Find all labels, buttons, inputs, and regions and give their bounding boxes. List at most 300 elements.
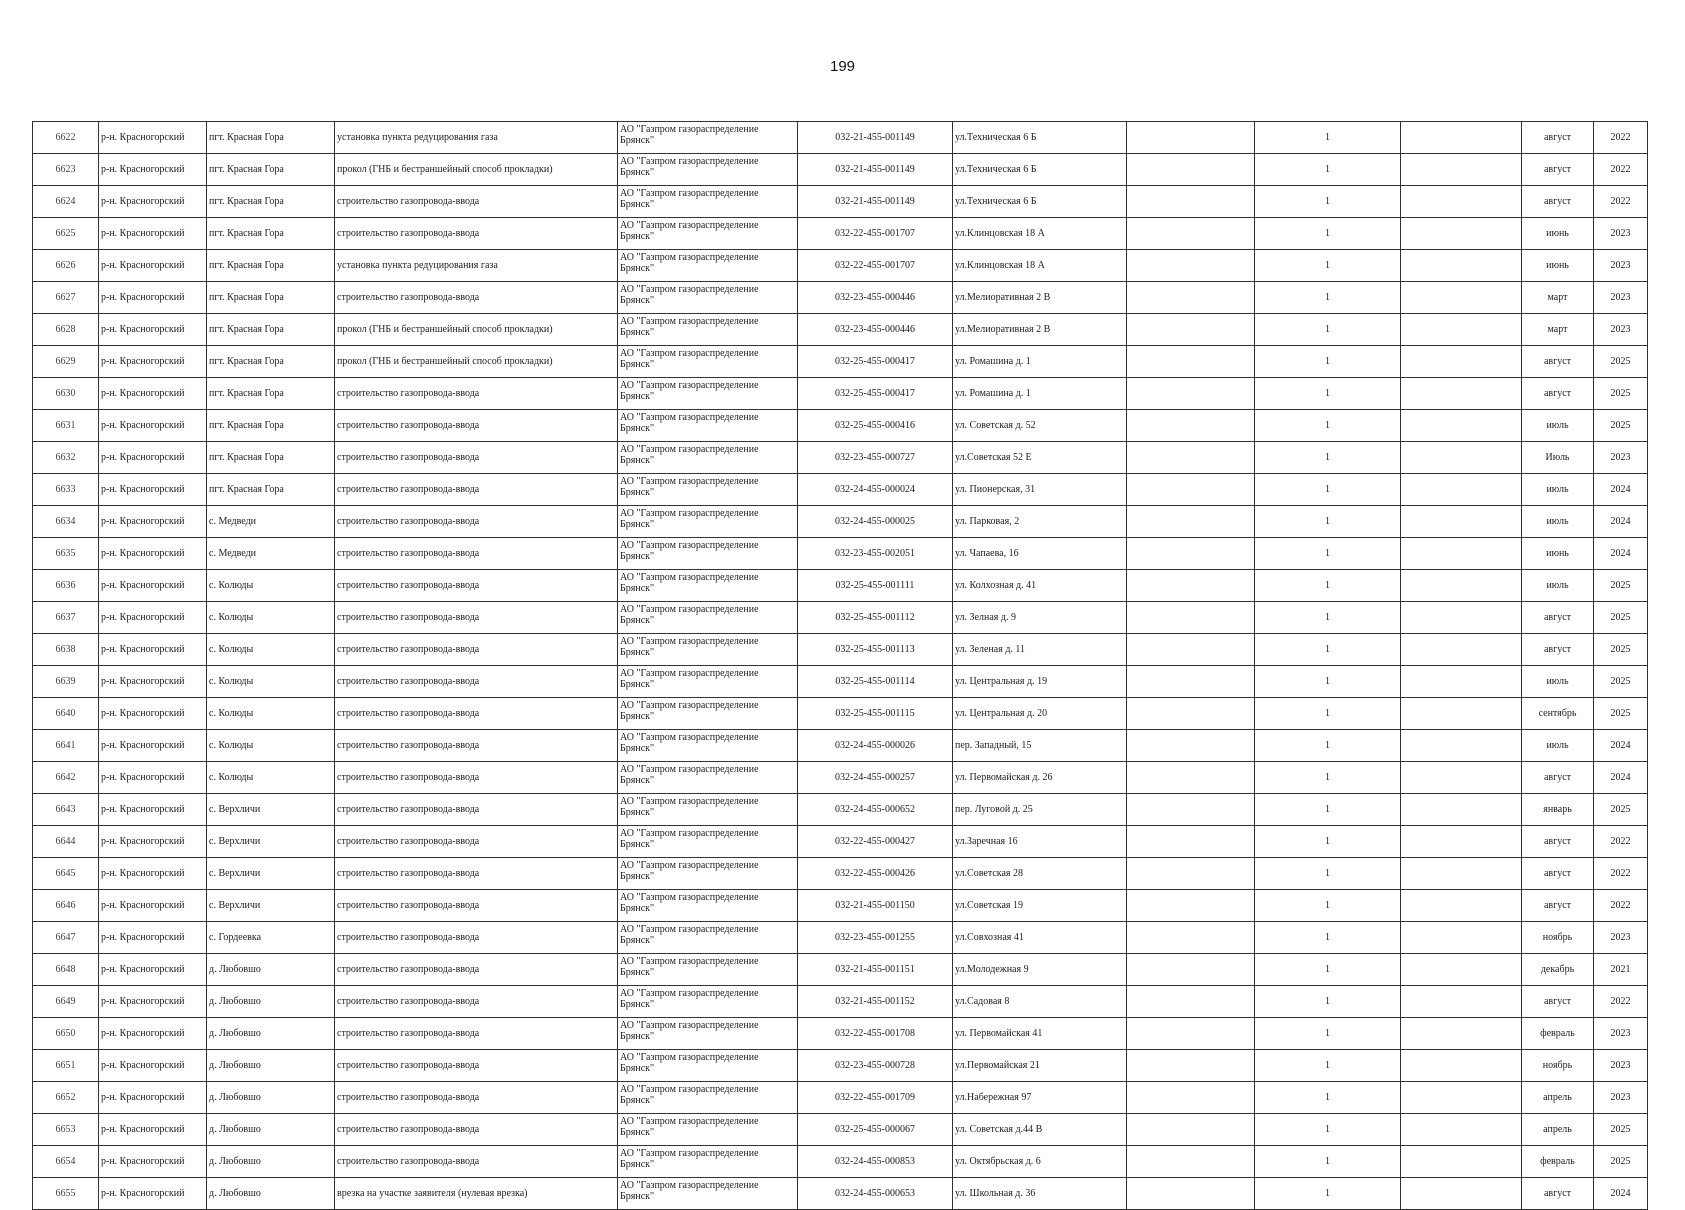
organization-cell: АО "Газпром газораспределение Брянск": [618, 922, 798, 954]
row-number: 6625: [33, 218, 99, 250]
work-type-cell: строительство газопровода-ввода: [335, 858, 618, 890]
empty-cell: [1127, 698, 1255, 730]
district-cell: р-н. Красногорский: [99, 826, 207, 858]
work-type-cell: установка пункта редуцирования газа: [335, 250, 618, 282]
address-cell: ул.Совхозная 41: [953, 922, 1127, 954]
organization-cell: АО "Газпром газораспределение Брянск": [618, 346, 798, 378]
quantity-cell: 1: [1255, 922, 1401, 954]
organization-cell: АО "Газпром газораспределение Брянск": [618, 538, 798, 570]
work-type-cell: врезка на участке заявителя (нулевая врезка): [335, 1178, 618, 1210]
organization-cell: АО "Газпром газораспределение Брянск": [618, 666, 798, 698]
address-cell: ул.Мелиоративная 2 В: [953, 282, 1127, 314]
empty-cell: [1401, 762, 1522, 794]
table-row: [33, 1178, 1648, 1210]
empty-cell: [1127, 1050, 1255, 1082]
quantity-cell: 1: [1255, 442, 1401, 474]
organization-cell: АО "Газпром газораспределение Брянск": [618, 410, 798, 442]
address-cell: ул.Садовая 8: [953, 986, 1127, 1018]
empty-cell: [1127, 954, 1255, 986]
address-cell: ул. Центральная д. 20: [953, 698, 1127, 730]
application-code-cell: 032-22-455-001707: [798, 218, 953, 250]
quantity-cell: 1: [1255, 122, 1401, 154]
address-cell: ул.Техническая 6 Б: [953, 186, 1127, 218]
month-cell: август: [1522, 186, 1594, 218]
work-type-cell: строительство газопровода-ввода: [335, 826, 618, 858]
work-type-cell: строительство газопровода-ввода: [335, 1082, 618, 1114]
application-code-cell: 032-25-455-001114: [798, 666, 953, 698]
year-cell: 2025: [1594, 666, 1648, 698]
quantity-cell: 1: [1255, 762, 1401, 794]
work-type-cell: строительство газопровода-ввода: [335, 762, 618, 794]
empty-cell: [1127, 314, 1255, 346]
application-code-cell: 032-21-455-001149: [798, 154, 953, 186]
row-number: 6622: [33, 122, 99, 154]
address-cell: пер. Западный, 15: [953, 730, 1127, 762]
district-cell: р-н. Красногорский: [99, 410, 207, 442]
empty-cell: [1401, 570, 1522, 602]
locality-cell: с. Верхличи: [207, 826, 335, 858]
year-cell: 2025: [1594, 634, 1648, 666]
application-code-cell: 032-24-455-000652: [798, 794, 953, 826]
district-cell: р-н. Красногорский: [99, 634, 207, 666]
empty-cell: [1127, 250, 1255, 282]
row-number: 6628: [33, 314, 99, 346]
month-cell: июль: [1522, 506, 1594, 538]
organization-cell: АО "Газпром газораспределение Брянск": [618, 1114, 798, 1146]
locality-cell: пгт. Красная Гора: [207, 250, 335, 282]
empty-cell: [1401, 154, 1522, 186]
year-cell: 2023: [1594, 282, 1648, 314]
district-cell: р-н. Красногорский: [99, 890, 207, 922]
application-code-cell: 032-22-455-001707: [798, 250, 953, 282]
row-number: 6655: [33, 1178, 99, 1210]
locality-cell: д. Любовшо: [207, 1114, 335, 1146]
locality-cell: пгт. Красная Гора: [207, 314, 335, 346]
empty-cell: [1127, 922, 1255, 954]
locality-cell: пгт. Красная Гора: [207, 474, 335, 506]
address-cell: ул. Колхозная д. 41: [953, 570, 1127, 602]
table-row: [33, 506, 1648, 538]
quantity-cell: 1: [1255, 154, 1401, 186]
quantity-cell: 1: [1255, 378, 1401, 410]
empty-cell: [1127, 794, 1255, 826]
organization-cell: АО "Газпром газораспределение Брянск": [618, 1082, 798, 1114]
quantity-cell: 1: [1255, 538, 1401, 570]
district-cell: р-н. Красногорский: [99, 506, 207, 538]
row-number: 6643: [33, 794, 99, 826]
district-cell: р-н. Красногорский: [99, 986, 207, 1018]
locality-cell: с. Колюды: [207, 570, 335, 602]
empty-cell: [1401, 1114, 1522, 1146]
month-cell: август: [1522, 826, 1594, 858]
application-code-cell: 032-22-455-001708: [798, 1018, 953, 1050]
empty-cell: [1127, 1018, 1255, 1050]
empty-cell: [1127, 1146, 1255, 1178]
row-number: 6637: [33, 602, 99, 634]
quantity-cell: 1: [1255, 186, 1401, 218]
application-code-cell: 032-21-455-001149: [798, 186, 953, 218]
empty-cell: [1401, 634, 1522, 666]
empty-cell: [1127, 986, 1255, 1018]
month-cell: август: [1522, 378, 1594, 410]
empty-cell: [1127, 666, 1255, 698]
district-cell: р-н. Красногорский: [99, 954, 207, 986]
locality-cell: пгт. Красная Гора: [207, 186, 335, 218]
locality-cell: пгт. Красная Гора: [207, 122, 335, 154]
year-cell: 2025: [1594, 794, 1648, 826]
table-row: [33, 986, 1648, 1018]
row-number: 6648: [33, 954, 99, 986]
district-cell: р-н. Красногорский: [99, 538, 207, 570]
organization-cell: АО "Газпром газораспределение Брянск": [618, 602, 798, 634]
district-cell: р-н. Красногорский: [99, 858, 207, 890]
organization-cell: АО "Газпром газораспределение Брянск": [618, 730, 798, 762]
quantity-cell: 1: [1255, 1114, 1401, 1146]
organization-cell: АО "Газпром газораспределение Брянск": [618, 1178, 798, 1210]
table-row: [33, 346, 1648, 378]
table-row: [33, 666, 1648, 698]
year-cell: 2022: [1594, 858, 1648, 890]
district-cell: р-н. Красногорский: [99, 314, 207, 346]
quantity-cell: 1: [1255, 474, 1401, 506]
row-number: 6647: [33, 922, 99, 954]
work-type-cell: строительство газопровода-ввода: [335, 218, 618, 250]
year-cell: 2022: [1594, 826, 1648, 858]
work-type-cell: строительство газопровода-ввода: [335, 794, 618, 826]
table-row: [33, 154, 1648, 186]
district-cell: р-н. Красногорский: [99, 794, 207, 826]
empty-cell: [1127, 506, 1255, 538]
table-row: [33, 858, 1648, 890]
locality-cell: с. Колюды: [207, 698, 335, 730]
month-cell: апрель: [1522, 1114, 1594, 1146]
empty-cell: [1401, 698, 1522, 730]
locality-cell: пгт. Красная Гора: [207, 282, 335, 314]
table-row: [33, 218, 1648, 250]
month-cell: февраль: [1522, 1146, 1594, 1178]
row-number: 6634: [33, 506, 99, 538]
month-cell: июнь: [1522, 250, 1594, 282]
quantity-cell: 1: [1255, 250, 1401, 282]
locality-cell: с. Колюды: [207, 666, 335, 698]
work-type-cell: строительство газопровода-ввода: [335, 442, 618, 474]
address-cell: ул. Парковая, 2: [953, 506, 1127, 538]
row-number: 6630: [33, 378, 99, 410]
work-type-cell: строительство газопровода-ввода: [335, 282, 618, 314]
application-code-cell: 032-23-455-000727: [798, 442, 953, 474]
work-type-cell: строительство газопровода-ввода: [335, 410, 618, 442]
district-cell: р-н. Красногорский: [99, 122, 207, 154]
work-type-cell: строительство газопровода-ввода: [335, 890, 618, 922]
application-code-cell: 032-24-455-000853: [798, 1146, 953, 1178]
application-code-cell: 032-21-455-001152: [798, 986, 953, 1018]
row-number: 6644: [33, 826, 99, 858]
application-code-cell: 032-23-455-000446: [798, 314, 953, 346]
empty-cell: [1401, 794, 1522, 826]
year-cell: 2023: [1594, 1018, 1648, 1050]
organization-cell: АО "Газпром газораспределение Брянск": [618, 858, 798, 890]
empty-cell: [1401, 1146, 1522, 1178]
locality-cell: с. Колюды: [207, 634, 335, 666]
application-code-cell: 032-23-455-000446: [798, 282, 953, 314]
table-row: [33, 1146, 1648, 1178]
month-cell: июль: [1522, 730, 1594, 762]
address-cell: ул. Ромашина д. 1: [953, 346, 1127, 378]
table-row: [33, 442, 1648, 474]
empty-cell: [1127, 730, 1255, 762]
organization-cell: АО "Газпром газораспределение Брянск": [618, 218, 798, 250]
quantity-cell: 1: [1255, 314, 1401, 346]
empty-cell: [1401, 602, 1522, 634]
organization-cell: АО "Газпром газораспределение Брянск": [618, 378, 798, 410]
work-type-cell: строительство газопровода-ввода: [335, 634, 618, 666]
quantity-cell: 1: [1255, 954, 1401, 986]
work-type-cell: строительство газопровода-ввода: [335, 474, 618, 506]
empty-cell: [1127, 634, 1255, 666]
empty-cell: [1127, 378, 1255, 410]
locality-cell: пгт. Красная Гора: [207, 154, 335, 186]
empty-cell: [1127, 122, 1255, 154]
address-cell: ул. Зелная д. 9: [953, 602, 1127, 634]
table-row: [33, 1050, 1648, 1082]
locality-cell: д. Любовшо: [207, 1178, 335, 1210]
application-code-cell: 032-25-455-001112: [798, 602, 953, 634]
empty-cell: [1401, 346, 1522, 378]
district-cell: р-н. Красногорский: [99, 1050, 207, 1082]
empty-cell: [1401, 858, 1522, 890]
table-row: [33, 538, 1648, 570]
empty-cell: [1401, 1082, 1522, 1114]
year-cell: 2023: [1594, 1050, 1648, 1082]
year-cell: 2025: [1594, 410, 1648, 442]
empty-cell: [1401, 378, 1522, 410]
table-row: [33, 602, 1648, 634]
address-cell: ул. Ромашина д. 1: [953, 378, 1127, 410]
district-cell: р-н. Красногорский: [99, 378, 207, 410]
empty-cell: [1401, 954, 1522, 986]
district-cell: р-н. Красногорский: [99, 154, 207, 186]
address-cell: ул.Клинцовская 18 А: [953, 250, 1127, 282]
table-row: [33, 1018, 1648, 1050]
empty-cell: [1401, 666, 1522, 698]
work-type-cell: установка пункта редуцирования газа: [335, 122, 618, 154]
district-cell: р-н. Красногорский: [99, 1082, 207, 1114]
quantity-cell: 1: [1255, 890, 1401, 922]
address-cell: ул. Первомайская д. 26: [953, 762, 1127, 794]
district-cell: р-н. Красногорский: [99, 922, 207, 954]
row-number: 6629: [33, 346, 99, 378]
month-cell: август: [1522, 602, 1594, 634]
month-cell: июнь: [1522, 218, 1594, 250]
organization-cell: АО "Газпром газораспределение Брянск": [618, 186, 798, 218]
table-row: [33, 954, 1648, 986]
empty-cell: [1401, 186, 1522, 218]
month-cell: февраль: [1522, 1018, 1594, 1050]
quantity-cell: 1: [1255, 666, 1401, 698]
row-number: 6635: [33, 538, 99, 570]
row-number: 6631: [33, 410, 99, 442]
row-number: 6638: [33, 634, 99, 666]
row-number: 6645: [33, 858, 99, 890]
empty-cell: [1127, 442, 1255, 474]
row-number: 6652: [33, 1082, 99, 1114]
application-code-cell: 032-23-455-001255: [798, 922, 953, 954]
district-cell: р-н. Красногорский: [99, 730, 207, 762]
district-cell: р-н. Красногорский: [99, 698, 207, 730]
address-cell: ул. Октябрьская д. 6: [953, 1146, 1127, 1178]
locality-cell: с. Верхличи: [207, 858, 335, 890]
address-cell: ул. Школьная д. 36: [953, 1178, 1127, 1210]
empty-cell: [1401, 314, 1522, 346]
empty-cell: [1401, 218, 1522, 250]
organization-cell: АО "Газпром газораспределение Брянск": [618, 954, 798, 986]
organization-cell: АО "Газпром газораспределение Брянск": [618, 314, 798, 346]
district-cell: р-н. Красногорский: [99, 346, 207, 378]
data-table-container: [32, 121, 1647, 1210]
empty-cell: [1127, 346, 1255, 378]
quantity-cell: 1: [1255, 1082, 1401, 1114]
year-cell: 2021: [1594, 954, 1648, 986]
year-cell: 2022: [1594, 986, 1648, 1018]
month-cell: июль: [1522, 410, 1594, 442]
row-number: 6633: [33, 474, 99, 506]
address-cell: ул.Заречная 16: [953, 826, 1127, 858]
empty-cell: [1401, 1018, 1522, 1050]
locality-cell: с. Гордеевка: [207, 922, 335, 954]
row-number: 6651: [33, 1050, 99, 1082]
district-cell: р-н. Красногорский: [99, 218, 207, 250]
month-cell: август: [1522, 1178, 1594, 1210]
address-cell: ул.Советская 52 Е: [953, 442, 1127, 474]
application-code-cell: 032-21-455-001151: [798, 954, 953, 986]
table-row: [33, 314, 1648, 346]
application-code-cell: 032-25-455-000416: [798, 410, 953, 442]
empty-cell: [1401, 442, 1522, 474]
application-code-cell: 032-21-455-001150: [798, 890, 953, 922]
district-cell: р-н. Красногорский: [99, 442, 207, 474]
year-cell: 2025: [1594, 1114, 1648, 1146]
district-cell: р-н. Красногорский: [99, 762, 207, 794]
district-cell: р-н. Красногорский: [99, 474, 207, 506]
organization-cell: АО "Газпром газораспределение Брянск": [618, 154, 798, 186]
year-cell: 2024: [1594, 762, 1648, 794]
row-number: 6640: [33, 698, 99, 730]
year-cell: 2022: [1594, 122, 1648, 154]
empty-cell: [1127, 890, 1255, 922]
table-row: [33, 250, 1648, 282]
quantity-cell: 1: [1255, 698, 1401, 730]
empty-cell: [1127, 218, 1255, 250]
table-row: [33, 1082, 1648, 1114]
address-cell: ул. Пионерская, 31: [953, 474, 1127, 506]
work-type-cell: строительство газопровода-ввода: [335, 1114, 618, 1146]
year-cell: 2023: [1594, 250, 1648, 282]
year-cell: 2022: [1594, 186, 1648, 218]
row-number: 6641: [33, 730, 99, 762]
year-cell: 2025: [1594, 698, 1648, 730]
month-cell: август: [1522, 346, 1594, 378]
organization-cell: АО "Газпром газораспределение Брянск": [618, 1050, 798, 1082]
work-type-cell: прокол (ГНБ и бестраншейный способ прокладки): [335, 346, 618, 378]
year-cell: 2024: [1594, 538, 1648, 570]
empty-cell: [1127, 538, 1255, 570]
work-type-cell: строительство газопровода-ввода: [335, 922, 618, 954]
year-cell: 2023: [1594, 218, 1648, 250]
table-body: [33, 122, 1648, 1210]
work-type-cell: строительство газопровода-ввода: [335, 986, 618, 1018]
locality-cell: с. Верхличи: [207, 794, 335, 826]
address-cell: ул. Чапаева, 16: [953, 538, 1127, 570]
locality-cell: пгт. Красная Гора: [207, 218, 335, 250]
quantity-cell: 1: [1255, 218, 1401, 250]
organization-cell: АО "Газпром газораспределение Брянск": [618, 506, 798, 538]
address-cell: ул. Советская д. 52: [953, 410, 1127, 442]
empty-cell: [1127, 570, 1255, 602]
organization-cell: АО "Газпром газораспределение Брянск": [618, 250, 798, 282]
month-cell: август: [1522, 122, 1594, 154]
empty-cell: [1401, 730, 1522, 762]
empty-cell: [1401, 1050, 1522, 1082]
work-type-cell: прокол (ГНБ и бестраншейный способ прокладки): [335, 314, 618, 346]
work-type-cell: строительство газопровода-ввода: [335, 1146, 618, 1178]
locality-cell: д. Любовшо: [207, 1018, 335, 1050]
locality-cell: с. Колюды: [207, 730, 335, 762]
address-cell: ул.Техническая 6 Б: [953, 154, 1127, 186]
month-cell: январь: [1522, 794, 1594, 826]
locality-cell: с. Колюды: [207, 602, 335, 634]
year-cell: 2024: [1594, 730, 1648, 762]
month-cell: март: [1522, 282, 1594, 314]
page-number: 199: [829, 58, 856, 75]
work-type-cell: строительство газопровода-ввода: [335, 1018, 618, 1050]
work-type-cell: строительство газопровода-ввода: [335, 954, 618, 986]
application-code-cell: 032-22-455-001709: [798, 1082, 953, 1114]
quantity-cell: 1: [1255, 1178, 1401, 1210]
month-cell: апрель: [1522, 1082, 1594, 1114]
district-cell: р-н. Красногорский: [99, 1114, 207, 1146]
locality-cell: с. Верхличи: [207, 890, 335, 922]
application-code-cell: 032-22-455-000426: [798, 858, 953, 890]
year-cell: 2024: [1594, 1178, 1648, 1210]
row-number: 6650: [33, 1018, 99, 1050]
empty-cell: [1401, 250, 1522, 282]
row-number: 6626: [33, 250, 99, 282]
empty-cell: [1127, 154, 1255, 186]
district-cell: р-н. Красногорский: [99, 250, 207, 282]
year-cell: 2025: [1594, 1146, 1648, 1178]
locality-cell: пгт. Красная Гора: [207, 410, 335, 442]
table-row: [33, 282, 1648, 314]
row-number: 6646: [33, 890, 99, 922]
application-code-cell: 032-25-455-001113: [798, 634, 953, 666]
empty-cell: [1401, 890, 1522, 922]
locality-cell: с. Медведи: [207, 506, 335, 538]
year-cell: 2022: [1594, 890, 1648, 922]
organization-cell: АО "Газпром газораспределение Брянск": [618, 122, 798, 154]
month-cell: июль: [1522, 666, 1594, 698]
quantity-cell: 1: [1255, 1018, 1401, 1050]
empty-cell: [1127, 602, 1255, 634]
application-code-cell: 032-25-455-001111: [798, 570, 953, 602]
month-cell: Июль: [1522, 442, 1594, 474]
month-cell: ноябрь: [1522, 1050, 1594, 1082]
empty-cell: [1401, 122, 1522, 154]
table-row: [33, 1114, 1648, 1146]
row-number: 6624: [33, 186, 99, 218]
quantity-cell: 1: [1255, 730, 1401, 762]
locality-cell: д. Любовшо: [207, 1050, 335, 1082]
empty-cell: [1127, 1178, 1255, 1210]
